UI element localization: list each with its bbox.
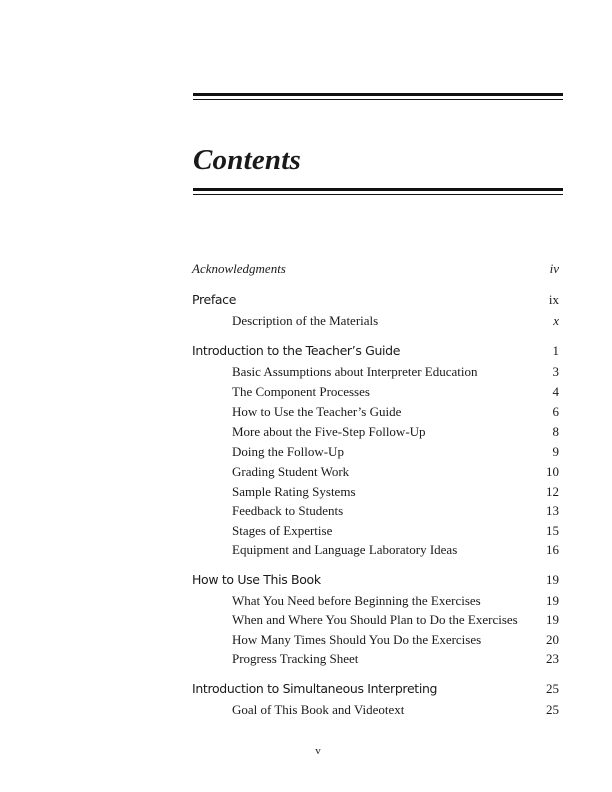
toc-subentry-label: More about the Five-Step Follow-Up <box>232 424 426 439</box>
toc-subentry-page: 15 <box>546 523 559 538</box>
toc-subentry-page: 4 <box>552 384 559 399</box>
page-title: Contents <box>193 144 301 176</box>
toc-subentry-page: 13 <box>546 503 559 518</box>
toc-subentry[interactable] <box>192 542 559 558</box>
toc-subentry[interactable] <box>192 632 559 648</box>
toc-subentry[interactable] <box>192 313 559 329</box>
toc-subentry-label: Progress Tracking Sheet <box>232 651 359 666</box>
toc-subentry[interactable] <box>192 612 559 628</box>
top-rule-thin <box>193 99 563 100</box>
toc-subentry-page: 8 <box>552 424 559 439</box>
toc-subentry-label: Sample Rating Systems <box>232 484 356 499</box>
toc-entry-page: iv <box>549 261 559 276</box>
toc-subentry[interactable] <box>192 384 559 400</box>
toc-section-label: Introduction to the Teacher’s Guide <box>192 343 401 358</box>
toc-subentry[interactable] <box>192 651 559 667</box>
toc-subentry-page: 3 <box>552 364 559 379</box>
toc-entry-acknowledgments[interactable] <box>192 261 559 277</box>
toc-subentry[interactable] <box>192 484 559 500</box>
toc-subentry-page: 25 <box>546 702 559 717</box>
toc-section-page: 1 <box>552 343 559 358</box>
toc-section-page: 19 <box>546 572 559 587</box>
toc-subentry[interactable] <box>192 364 559 380</box>
toc-subentry-page: 16 <box>546 542 559 557</box>
toc-subentry-label: Doing the Follow-Up <box>232 444 344 459</box>
toc-subentry-page: 10 <box>546 464 559 479</box>
toc-subentry-page: 19 <box>546 612 559 627</box>
toc-subentry[interactable] <box>192 444 559 460</box>
toc-subentry-label: Grading Student Work <box>232 464 350 479</box>
toc-section-how-to-use-book[interactable] <box>192 572 559 588</box>
toc-section-label: Preface <box>192 292 237 307</box>
toc-subentry-label: Description of the Materials <box>232 313 379 328</box>
toc-section-page: ix <box>548 292 559 307</box>
bottom-rule-thin <box>193 194 563 195</box>
toc-subentry-label: The Component Processes <box>232 384 370 399</box>
toc-subentry[interactable] <box>192 593 559 609</box>
toc-subentry-page: 9 <box>552 444 559 459</box>
toc-subentry[interactable] <box>192 424 559 440</box>
toc-subentry-page: x <box>553 313 559 328</box>
toc-subentry[interactable] <box>192 464 559 480</box>
toc-subentry-page: 12 <box>546 484 559 499</box>
toc-subentry[interactable] <box>192 702 559 718</box>
toc-subentry-label: Stages of Expertise <box>232 523 333 538</box>
toc-subentry-label: Equipment and Language Laboratory Ideas <box>232 542 458 557</box>
toc-subentry-label: When and Where You Should Plan to Do the Exercises <box>232 612 518 627</box>
toc-section-label: Introduction to Simultaneous Interpreting <box>192 681 438 696</box>
toc-subentry[interactable] <box>192 523 559 539</box>
toc-subentry-label: How Many Times Should You Do the Exercises <box>232 632 482 647</box>
top-rule-thick <box>193 93 563 96</box>
toc-subentry-label: Basic Assumptions about Interpreter Education <box>232 364 478 379</box>
bottom-rule-thick <box>193 188 563 191</box>
toc-section-teachers-guide[interactable] <box>192 343 559 359</box>
toc-section-page: 25 <box>546 681 559 696</box>
toc-section-simultaneous-interpreting[interactable] <box>192 681 559 697</box>
toc-subentry-label: How to Use the Teacher’s Guide <box>232 404 402 419</box>
toc-section-label: How to Use This Book <box>192 572 321 587</box>
toc-subentry-page: 20 <box>546 632 559 647</box>
toc-subentry-page: 19 <box>546 593 559 608</box>
page-number: v <box>315 745 321 757</box>
toc-subentry-label: What You Need before Beginning the Exercises <box>232 593 481 608</box>
toc-subentry-page: 23 <box>546 651 559 666</box>
toc-entry-label: Acknowledgments <box>192 261 286 276</box>
toc-subentry-page: 6 <box>552 404 559 419</box>
toc-subentry-label: Feedback to Students <box>232 503 344 518</box>
toc-subentry[interactable] <box>192 404 559 420</box>
toc-section-preface[interactable] <box>192 292 559 308</box>
toc-subentry-label: Goal of This Book and Videotext <box>232 702 405 717</box>
toc-subentry[interactable] <box>192 503 559 519</box>
